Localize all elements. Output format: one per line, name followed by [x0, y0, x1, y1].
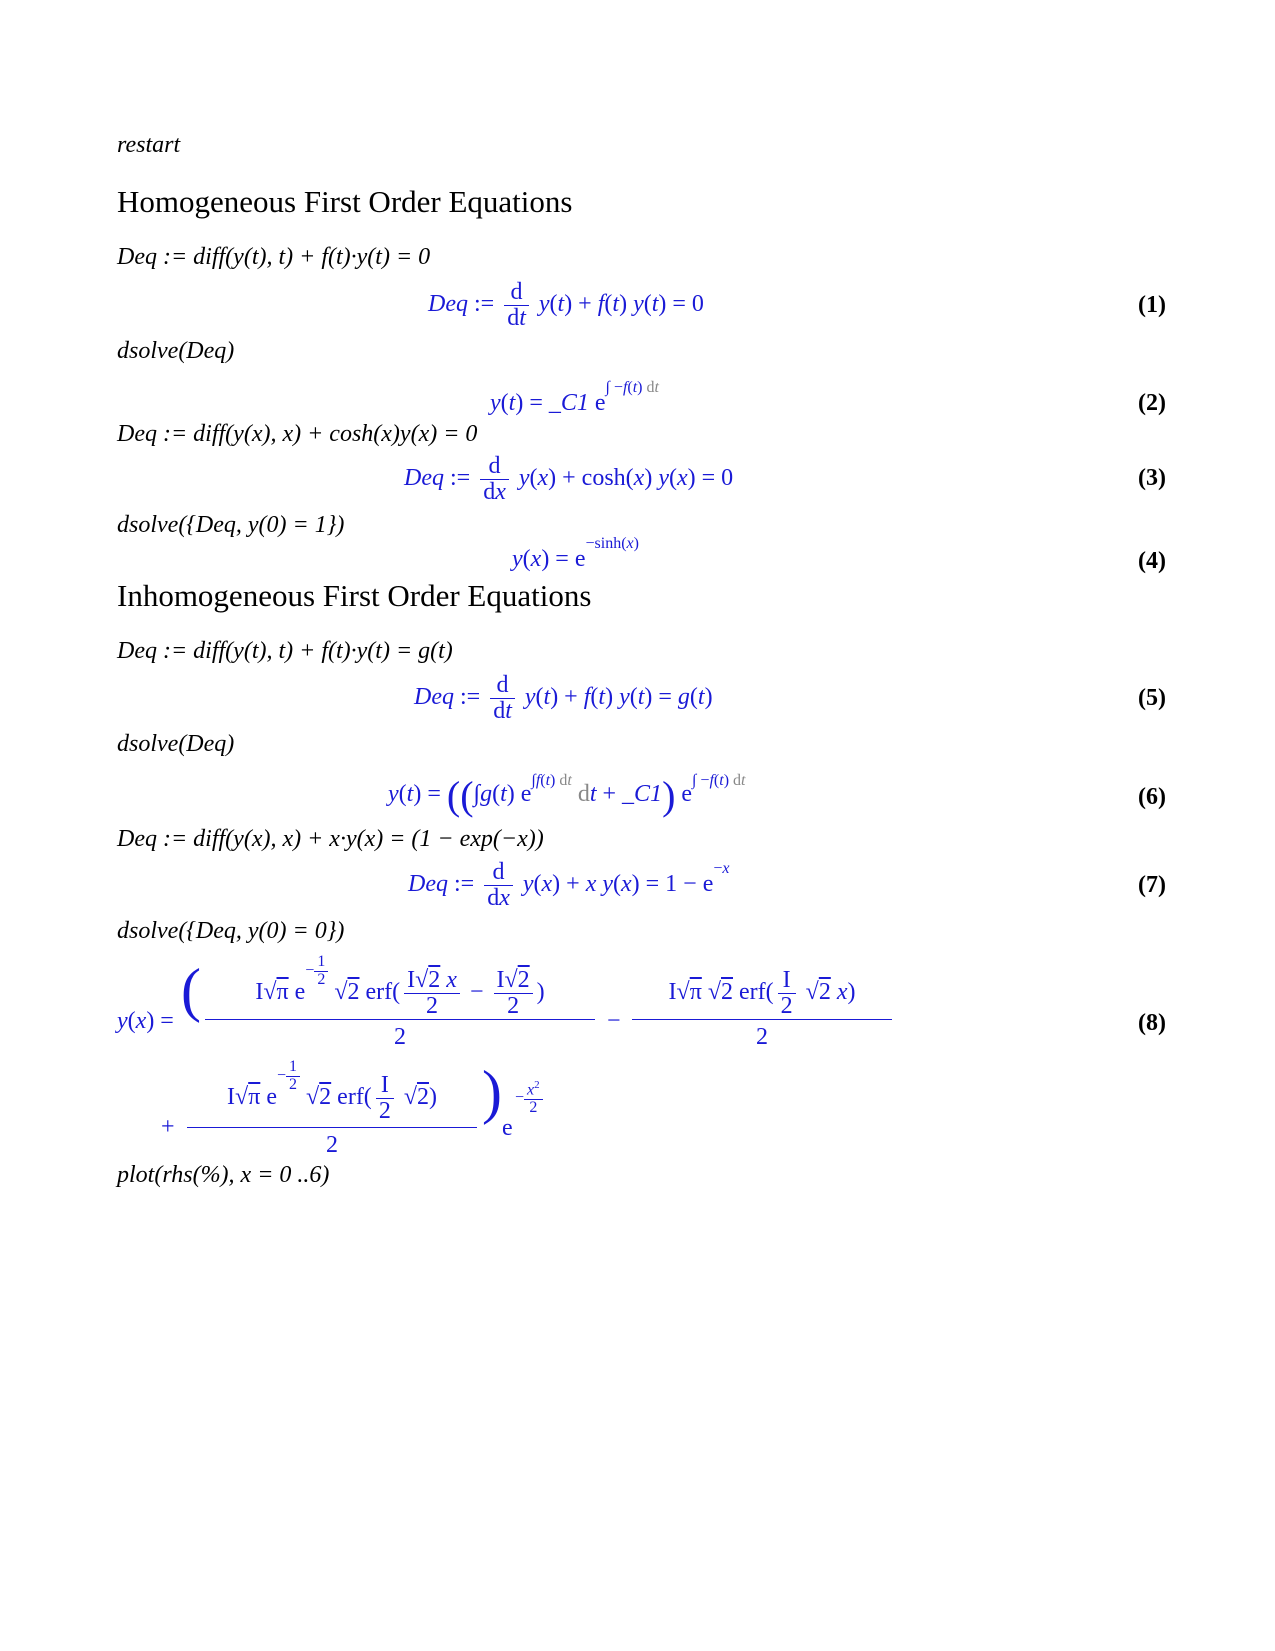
section-heading-inhomogeneous: Inhomogeneous First Order Equations — [117, 578, 592, 613]
equation-label-1: (1) — [1138, 292, 1166, 318]
equation-label-2: (2) — [1138, 390, 1166, 416]
equation-label-6: (6) — [1138, 784, 1166, 810]
output-equation-7: Deq := $\frac{d}{dx}$ y(x) + x $y(x) = 1 - e^{-x}$ — [408, 859, 730, 912]
input-line-4[interactable]: dsolve({Deq, y(0) = 1}) — [117, 512, 345, 538]
equation-label-8: (8) — [1138, 1010, 1166, 1036]
input-line-1[interactable]: Deq := diff(y(t), t) + f(t)·y(t) = 0 — [117, 244, 431, 270]
input-line-5[interactable]: Deq := diff(y(t), t) + f(t)·y(t) = g(t) — [117, 638, 453, 664]
equation-label-7: (7) — [1138, 872, 1166, 898]
restart-command[interactable]: restart — [117, 132, 181, 158]
equation-label-4: (4) — [1138, 548, 1166, 574]
term-2-numerator: I√π √2 erf( $\frac{I}{2}$ √2 x) — [668, 967, 856, 1020]
input-line-9[interactable]: plot(rhs(%), x = 0 ..6) — [117, 1162, 330, 1188]
section-heading-homogeneous: Homogeneous First Order Equations — [117, 184, 573, 219]
input-line-2[interactable]: dsolve(Deq) — [117, 338, 235, 364]
output-equation-6: y(t) = ((∫g(t) e∫f(t) dt dt + _C1) e∫ −f(t) dt — [388, 772, 746, 818]
input-line-7[interactable]: Deq := diff(y(x), x) + x·y(x) = (1 − exp(−x)) — [117, 826, 544, 852]
output-equation-2: y(t) = _C1 e∫ −f(t) dt — [490, 379, 659, 416]
term-1-numerator: I√π $e^{- \frac{1}{2}}$ √2 erf( $\frac{I√2 x}{2}$ − $\frac{I√2}{2}$ ) — [255, 953, 545, 1020]
output-equation-4: $y(x) = e^{-sinh(x)}$ — [512, 535, 639, 572]
input-line-6[interactable]: dsolve(Deq) — [117, 731, 235, 757]
output-equation-3: Deq := $\frac{d}{dx}$ y(x) + cosh(x) y(x) = 0 — [404, 453, 734, 506]
output-equation-8: y(x) = ( I√π $e^{- \frac{1}{2}}$ √2 erf( $\frac{I√2 x}{2}$ − $\frac{I√2}{2}$ ) 2 − I√π √2 erf( $\frac{I}{2}$ √2 x) 2 + I√π $e^{- \frac{1}{2}}$ √2 erf( $\frac{I}{2}$ √2) 2 ) e − $\frac{x^2}{2}$ — [117, 950, 917, 1160]
input-line-3[interactable]: Deq := diff(y(x), x) + cosh(x)y(x) = 0 — [117, 421, 478, 447]
equation-label-3: (3) — [1138, 465, 1166, 491]
output-equation-1: Deq := $\frac{d}{dt}$ y(t) + f(t) y(t) = 0 — [428, 279, 704, 332]
output-equation-5: Deq := $\frac{d}{dt}$ y(t) + f(t) y(t) = g(t) — [414, 672, 713, 725]
equation-label-5: (5) — [1138, 685, 1166, 711]
term-3-numerator: I√π $e^{- \frac{1}{2}}$ √2 erf( $\frac{I}{2}$ √2) — [227, 1058, 437, 1125]
input-line-8[interactable]: dsolve({Deq, y(0) = 0}) — [117, 918, 345, 944]
